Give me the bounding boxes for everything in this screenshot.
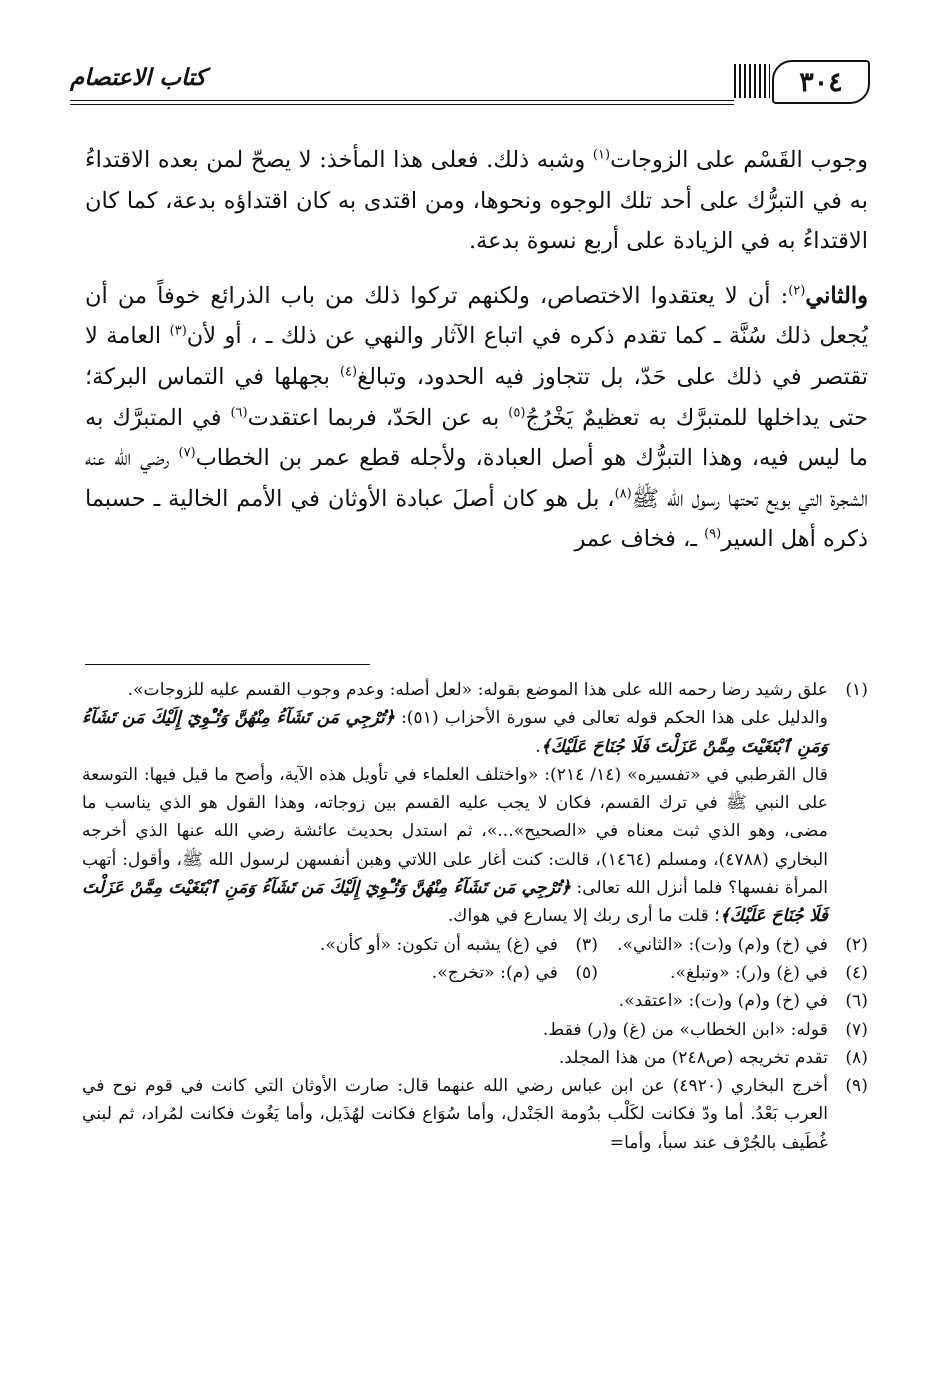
- footnote-text: تقدم تخريجه (ص٢٤٨) من هذا المجلد.: [558, 1047, 828, 1068]
- main-text: [85, 140, 868, 560]
- footnote-ref-4: (٤): [339, 364, 358, 380]
- footnote-text: في (غ) يشبه أن تكون: «أو كأن».: [319, 934, 558, 955]
- text-segment: وجوب القَسْم على الزوجات: [610, 147, 869, 173]
- footnote-ref-7: (٧): [178, 445, 196, 461]
- text-segment: وشبه ذلك. فعلى هذا المأخذ: لا يصحّ لمن بعده الاقتداءُ به في التبرُّك على أحد تلك الوجوه ونحوها، ومن اقتدى به كان اقتداؤه بدعة، كما كان الاقتداءُ به في الزيادة على أربع نسوة بدعة.: [85, 147, 868, 255]
- footnote-8: [82, 1044, 868, 1072]
- footnote-1-quotation: [82, 761, 828, 931]
- footnote-number: (٢): [845, 934, 868, 955]
- footnote-ref-5: (٥): [508, 405, 526, 421]
- footnote-ref-1: (١): [592, 147, 611, 163]
- footnote-text: في (غ) و(ر): «وتبلغ».: [669, 962, 828, 983]
- footnote-text: والدليل على هذا الحكم قوله تعالى في سورة الأحزاب (٥١):: [394, 708, 828, 729]
- footnote-number: (٩): [845, 1076, 868, 1097]
- header-rule: [70, 100, 734, 101]
- page-header: [70, 58, 870, 108]
- text-segment: ـ، فخاف عمر: [574, 526, 705, 553]
- footnote-number: (٦): [845, 991, 868, 1012]
- page-number: ٣٠٤: [772, 60, 870, 104]
- text-segment: : أن لا يعتقدوا الاختصاص، ولكنهم تركوا ذلك من باب الذرائع خوفاً من أن يُجعل ذلك سُنَّة ـ كما تقدم ذكره في اتباع الآثار والنهي عن ذلك ـ ، أو لأن: [85, 282, 869, 350]
- book-title: كتاب الاعتصام: [70, 64, 206, 91]
- footnote-1: [82, 676, 868, 704]
- footnote-4: [598, 959, 868, 987]
- footnote-ref-8: (٨): [614, 486, 632, 502]
- paragraph-1: [85, 140, 868, 262]
- text-segment: العامة لا تقتصر في ذلك على حَدّ، بل تتجاوز فيه الحدود، وتبالغ: [85, 323, 868, 390]
- text-segment: في المتبرَّك به ما ليس فيه، وهذا التبرُّك هو أصل العبادة، ولأجله قطع عمر بن الخطاب: [85, 404, 868, 472]
- footnote-text: علق رشيد رضا رحمه الله على هذا الموضع بقوله: «لعل أصله: وعدم وجوب القسم عليه للزوجات».: [127, 680, 828, 700]
- footnote-text: في (م): «تخرج».: [431, 962, 558, 983]
- footnote-number: (٨): [845, 1047, 868, 1068]
- footnote-text: في (خ) و(م) و(ت): «اعتقد».: [618, 991, 828, 1012]
- footnote-ref-2: (٢): [788, 283, 806, 299]
- footnote-7: [82, 1016, 868, 1044]
- footnote-number: (٣): [575, 934, 598, 955]
- paragraph-2: [85, 276, 868, 560]
- footnote-row-2-3: [82, 931, 868, 959]
- text-segment: رضي الله عنه الشجرة التي بويع تحتها رسول الله ﷺ: [85, 445, 868, 512]
- footnote-row-4-5: [82, 959, 868, 987]
- footnote-ref-6: (٦): [230, 405, 248, 421]
- text-segment: بجهلها في التماس البركة؛ حتى يداخلها للمتبرَّك به تعظيمٌ يَخْرُجُ: [85, 363, 868, 431]
- text-segment: ، بل هو كان أصلَ عبادة الأوثان في الأمم الخالية ـ حسبما ذكره أهل السير: [85, 485, 868, 553]
- footnote-number: (٧): [845, 1019, 868, 1040]
- footnote-2: [598, 931, 868, 959]
- quran-verse: ﴿تُرْجِي مَن تَشَآءُ مِنْهُنَّ وَتُـْٔوِيٓ إِلَيْكَ مَن تَشَآءُ وَمَنِ ٱبْتَغَيْتَ مِمَّنْ عَزَلْتَ فَلَا جُنَاحَ عَلَيْكَ﴾: [82, 708, 828, 757]
- footnote-text: ؛ قلت ما أرى ربك إلا يسارع في هواك.: [447, 906, 720, 927]
- paragraph-lead: والثاني: [805, 282, 868, 309]
- header-rule-secondary: [70, 104, 734, 105]
- footnote-ref-3: (٣): [169, 323, 187, 339]
- footnotes: [82, 676, 868, 1157]
- footnote-3: [198, 931, 598, 959]
- footnote-9: [82, 1072, 868, 1157]
- footnote-text: .: [535, 736, 541, 757]
- footnote-number: (٤): [845, 962, 868, 983]
- footnote-text: قوله: «ابن الخطاب» من (غ) و(ر) فقط.: [542, 1019, 828, 1040]
- footnote-text: أخرج البخاري (٤٩٢٠) عن ابن عباس رضي الله عنهما قال: صارت الأوثان التي كانت في قوم نوح في العرب بَعْدُ. أما ودّ فكانت لكَلْب بدُومة الجَنْدل، وأما سُوَاع فكانت لهُذَيل، وأما يَغُوث فكانت لمُراد، ثم لبني غُطَيف بالجُرْف عند سبأ، وأما=: [82, 1076, 828, 1153]
- footnote-6: [82, 987, 868, 1015]
- footnote-5: [328, 959, 598, 987]
- footnote-text: في (خ) و(م) و(ت): «الثاني».: [617, 934, 828, 955]
- footnote-1-continuation: [82, 704, 828, 761]
- quran-verse: ﴿تُرْجِي مَن تَشَآءُ مِنْهُنَّ وَتُـْٔوِيٓ إِلَيْكَ مَن تَشَآءُ وَمَنِ ٱبْتَغَيْتَ مِمَّنْ عَزَلْتَ فَلَا جُنَاحَ عَلَيْكَ﴾: [82, 878, 828, 927]
- header-ornament: [734, 64, 770, 98]
- text-segment: به عن الحَدّ، فربما اعتقدت: [247, 404, 509, 431]
- footnote-text: قال القرطبي في «تفسيره» (١٤/ ٢١٤): «واختلف العلماء في تأويل هذه الآية، وأصح ما قيل فيها: التوسعة على النبي ﷺ في ترك القسم، فكان لا يجب عليه القسم بين زوجاته، وهذا القول هو الذي يناسب ما مضى، وهو الذي ثبت معناه في «الصحيح»...»، ثم استدل بحديث عائشة رضي الله عنها الذي أخرجه البخاري (٤٧٨٨)، ومسلم (١٤٦٤)، قالت: كنت أغار على اللاتي وهبن أنفسهن لرسول الله ﷺ، وأقول: أتهب المرأة نفسها؟ فلما أنزل الله تعالى:: [82, 764, 829, 899]
- footnote-separator: [85, 664, 370, 665]
- footnote-number: (١): [845, 680, 868, 700]
- footnote-ref-9: (٩): [704, 526, 722, 542]
- footnote-number: (٥): [575, 962, 598, 983]
